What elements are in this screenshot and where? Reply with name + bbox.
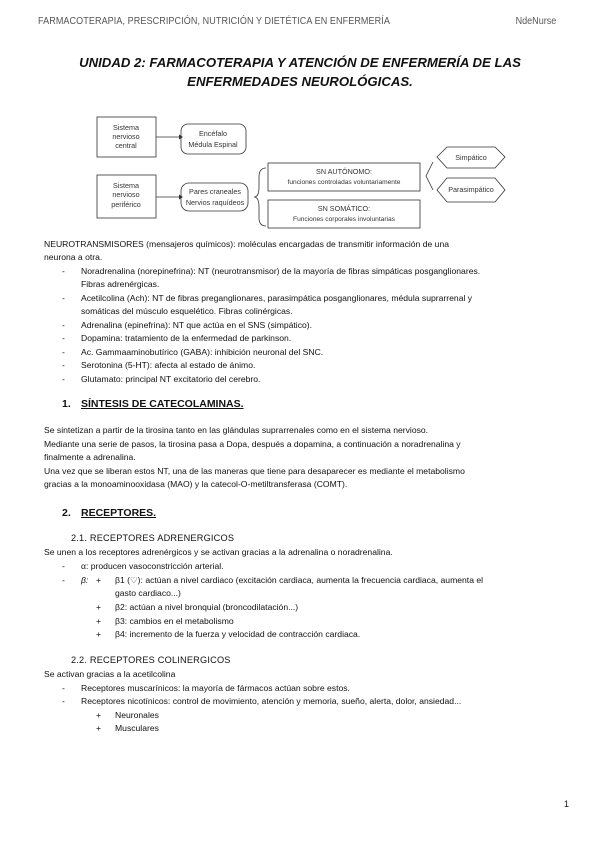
nicotinic-neuronal: Neuronales (115, 710, 159, 720)
dash-bullet: - (62, 683, 65, 693)
neuro-item-5: Ac. Gammaaminobutírico (GABA): inhibición neuronal del SNC. (81, 347, 324, 357)
somatico-desc: Funciones corporales involuntarias (293, 216, 395, 223)
somatico-title: SN SOMÁTICO: (317, 204, 371, 213)
nervous-system-diagram (0, 0, 600, 240)
beta2-item: β2: actúan a nivel bronquial (broncodilatación...) (115, 602, 299, 612)
header-right: NdeNurse (515, 15, 556, 27)
section-1-line-1: Se sintetizan a partir de la tirosina tanto en las glándulas suprarrenales como en el sistema nervioso. (44, 425, 429, 435)
neuro-item-2-line-2: somáticas del músculo esquelético. Fibras colinérgicas. (81, 306, 293, 316)
dash-bullet: - (62, 696, 65, 706)
section-2-number: 2. (62, 507, 71, 519)
beta3-item: β3: cambios en el metabolismo (115, 616, 234, 626)
nicotinic-muscular: Musculares (115, 723, 159, 733)
snp-line-1: Sistema (113, 181, 139, 190)
title-line-1: UNIDAD 2: FARMACOTERAPIA Y ATENCIÓN DE ENFERMERÍA DE LAS (79, 55, 521, 70)
neuro-item-7: Glutamato: principal NT excitatorio del cerebro. (81, 374, 261, 384)
beta1-line-2: gasto cardiaco...) (115, 588, 181, 598)
snc-line-1: Sistema (113, 123, 139, 132)
dash-bullet: - (62, 561, 65, 571)
dash-bullet: - (62, 320, 65, 330)
plus-bullet: + (96, 723, 102, 733)
neuro-intro-line-1: NEUROTRANSMISORES (mensajeros químicos): moléculas encargadas de transmitir información de una (44, 239, 450, 249)
snc-part-2: Médula Espinal (188, 140, 238, 149)
dash-bullet: - (62, 293, 65, 303)
brace-autonomo (426, 162, 433, 190)
plus-bullet: + (96, 710, 102, 720)
page-number: 1 (563, 799, 569, 809)
neuro-item-3: Adrenalina (epinefrina): NT que actúa en el SNS (simpático). (81, 320, 313, 330)
snc-part-1: Encéfalo (199, 129, 227, 138)
section-1-line-5: gracias a la monoaminooxidasa (MAO) y la catecol-O-metiltransferasa (COMT). (44, 479, 348, 489)
neuro-item-1-line-2: Fibras adrenérgicas. (81, 279, 160, 289)
subsection-2-2-intro: Se activan gracias a la acetilcolina (44, 669, 176, 679)
snp-line-3: periférico (111, 200, 141, 209)
plus-bullet: + (96, 575, 102, 585)
neuro-intro-line-2: neurona a otra. (44, 252, 103, 262)
neuro-item-2-line-1: Acetilcolina (Ach): NT de fibras preganglionares, parasimpática posganglionares, médula suprarrenal y (81, 293, 473, 303)
beta4-item: β4: incremento de la fuerza y velocidad de contracción cardiaca. (115, 629, 361, 639)
subsection-2-2-title: 2.2. RECEPTORES COLINERGICOS (71, 655, 231, 665)
beta-label: β: (81, 575, 89, 585)
plus-bullet: + (96, 602, 102, 612)
simpatico-label: Simpático (455, 153, 487, 162)
alpha-item: α: producen vasoconstricción arterial. (81, 561, 224, 571)
section-1-line-4: Una vez que se liberan estos NT, una de las maneras que tiene para desaparecer es mediante el metabolismo (44, 466, 465, 476)
section-1-line-2: Mediante una serie de pasos, la tirosina pasa a Dopa, después a dopamina, a continuación a noradrenalina y (44, 439, 461, 449)
dash-bullet: - (62, 575, 65, 585)
autonomo-title: SN AUTÓNOMO: (316, 167, 372, 176)
neuro-item-1-line-1: Noradrenalina (norepinefrina): NT (neurotransmisor) de la mayoría de fibras simpáticas posganglionares. (81, 266, 481, 276)
dash-bullet: - (62, 333, 65, 343)
nicotinic-item: Receptores nicotínicos: control de movimiento, atención y memoria, sueño, alerta, dolor, ansiedad... (81, 696, 462, 706)
subsection-2-1-title: 2.1. RECEPTORES ADRENERGICOS (71, 533, 235, 543)
parasimpatico-label: Parasimpático (448, 185, 494, 194)
snp-line-2: nervioso (112, 190, 140, 199)
subsection-2-1-intro: Se unen a los receptores adrenérgicos y se activan gracias a la adrenalina o noradrenalina. (44, 547, 393, 557)
neuro-item-4: Dopamina: tratamiento de la enfermedad de parkinson. (81, 333, 292, 343)
section-1-number: 1. (62, 398, 71, 410)
muscarinic-item: Receptores muscarínicos: la mayoría de fármacos actúan sobre estos. (81, 683, 350, 693)
section-1-line-3: finalmente a adrenalina. (44, 452, 136, 462)
brace-snp (254, 168, 266, 226)
autonomo-desc: funciones controladas voluntariamente (287, 179, 401, 186)
beta1-line-1: β1 (♡): actúan a nivel cardiaco (excitación cardiaca, aumenta la frecuencia cardiaca, aumenta el (115, 575, 484, 585)
section-2-title: RECEPTORES. (81, 507, 157, 519)
section-1-title: SÍNTESIS DE CATECOLAMINAS. (81, 398, 244, 410)
snc-line-3: central (115, 141, 137, 150)
snc-line-2: nervioso (112, 132, 140, 141)
dash-bullet: - (62, 374, 65, 384)
title-line-2: ENFERMEDADES NEUROLÓGICAS. (187, 74, 413, 89)
snp-part-2: Nervios raquídeos (185, 198, 245, 207)
dash-bullet: - (62, 360, 65, 370)
dash-bullet: - (62, 347, 65, 357)
dash-bullet: - (62, 266, 65, 276)
plus-bullet: + (96, 616, 102, 626)
neuro-item-6: Serotonina (5-HT): afecta al estado de ánimo. (81, 360, 256, 370)
header-left: FARMACOTERAPIA, PRESCRIPCIÓN, NUTRICIÓN Y DIETÉTICA EN ENFERMERÍA (38, 15, 390, 27)
snp-part-1: Pares craneales (189, 187, 241, 196)
plus-bullet: + (96, 629, 102, 639)
